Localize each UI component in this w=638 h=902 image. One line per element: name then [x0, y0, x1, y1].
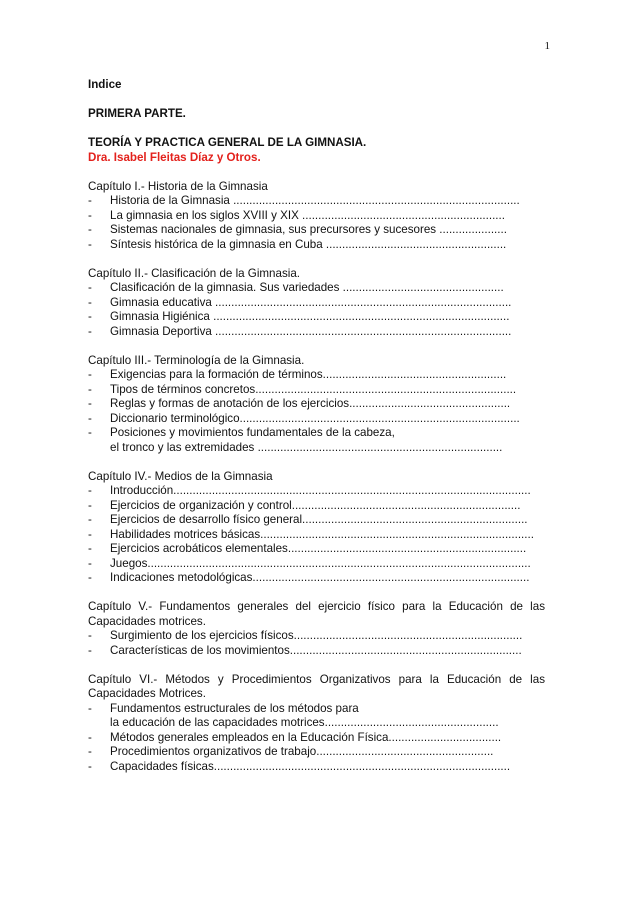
chapter-heading: Capítulo V.- Fundamentos generales del ejercicio físico para la Educación de las — [88, 600, 545, 613]
page-number: 1 — [544, 40, 550, 52]
list-item: - Introducción............................................................................................................... — [88, 484, 531, 497]
list-item: - Capacidades físicas............................................................................................ — [88, 759, 511, 773]
list-item: - Habilidades motrices básicas..................................................................................... — [88, 527, 534, 541]
list-item: - Reglas y formas de anotación de los ejercicios.................................................. — [88, 397, 511, 410]
list-item: - Procedimientos organizativos de trabajo....................................................... — [88, 745, 494, 758]
list-item: - Síntesis histórica de la gimnasia en Cuba ........................................................ — [88, 237, 507, 251]
chapter-heading: Capítulo I.- Historia de la Gimnasia — [88, 179, 268, 193]
list-item: - Surgimiento de los ejercicios físicos....................................................................... — [88, 629, 523, 642]
chapter-4 — [88, 470, 545, 586]
chapter-1 — [88, 180, 545, 253]
list-item: - Sistemas nacionales de gimnasia, sus precursores y sucesores ..................... — [88, 223, 507, 236]
authors: Dra. Isabel Fleitas Díaz y Otros. — [88, 150, 261, 164]
index-content — [88, 78, 545, 774]
list-item: - Exigencias para la formación de términos......................................................... — [88, 368, 507, 381]
chapter-heading-continuation: Capacidades Motrices. — [88, 687, 206, 700]
chapter-heading: Capítulo IV.- Medios de la Gimnasia — [88, 469, 273, 483]
chapter-heading: Capítulo VI.- Métodos y Procedimientos Organizativos para la Educación de las — [88, 672, 545, 686]
chapter-2 — [88, 267, 545, 340]
list-item: - Juegos....................................................................................................................... — [88, 556, 531, 570]
list-item: - Ejercicios de desarrollo físico general...................................................................... — [88, 513, 528, 526]
part-title: PRIMERA PARTE. — [88, 107, 186, 120]
list-item: - Diccionario terminológico....................................................................................... — [88, 411, 520, 425]
list-item-continuation: la educación de las capacidades motrices...................................................... — [110, 716, 499, 729]
list-item: - Características de los movimientos........................................................................ — [88, 643, 522, 657]
list-item: - Fundamentos estructurales de los métodos para — [88, 701, 359, 715]
list-item: - La gimnasia en los siglos XVIII y XIX ............................................................... — [88, 208, 505, 222]
list-item: - Posiciones y movimientos fundamentales de la cabeza, — [88, 426, 395, 439]
book-title: TEORÍA Y PRACTICA GENERAL DE LA GIMNASIA. — [88, 136, 367, 149]
list-item-continuation: el tronco y las extremidades ............................................................................ — [110, 440, 503, 454]
list-item: - Tipos de términos concretos................................................................................. — [88, 382, 517, 396]
list-item: - Ejercicios de organización y control....................................................................... — [88, 498, 521, 512]
chapter-heading: Capítulo II.- Clasificación de la Gimnasia. — [88, 266, 300, 280]
index-title: Indice — [88, 78, 122, 91]
list-item: - Métodos generales empleados en la Educación Física................................... — [88, 730, 502, 744]
chapter-5 — [88, 600, 545, 658]
list-item: - Indicaciones metodológicas...................................................................................... — [88, 571, 530, 584]
chapter-6 — [88, 673, 545, 775]
list-item: - Historia de la Gimnasia ......................................................................................... — [88, 194, 520, 207]
chapter-3 — [88, 354, 545, 456]
list-item: - Gimnasia Deportiva ............................................................................................ — [88, 324, 512, 338]
list-item: - Ejercicios acrobáticos elementales.......................................................................... — [88, 542, 527, 555]
list-item: - Clasificación de la gimnasia. Sus variedades .................................................. — [88, 281, 504, 294]
list-item: - Gimnasia educativa ............................................................................................ — [88, 295, 512, 309]
chapter-heading-continuation: Capacidades motrices. — [88, 614, 206, 628]
chapter-heading: Capítulo III.- Terminología de la Gimnasia. — [88, 353, 305, 367]
list-item: - Gimnasia Higiénica ............................................................................................ — [88, 310, 510, 323]
